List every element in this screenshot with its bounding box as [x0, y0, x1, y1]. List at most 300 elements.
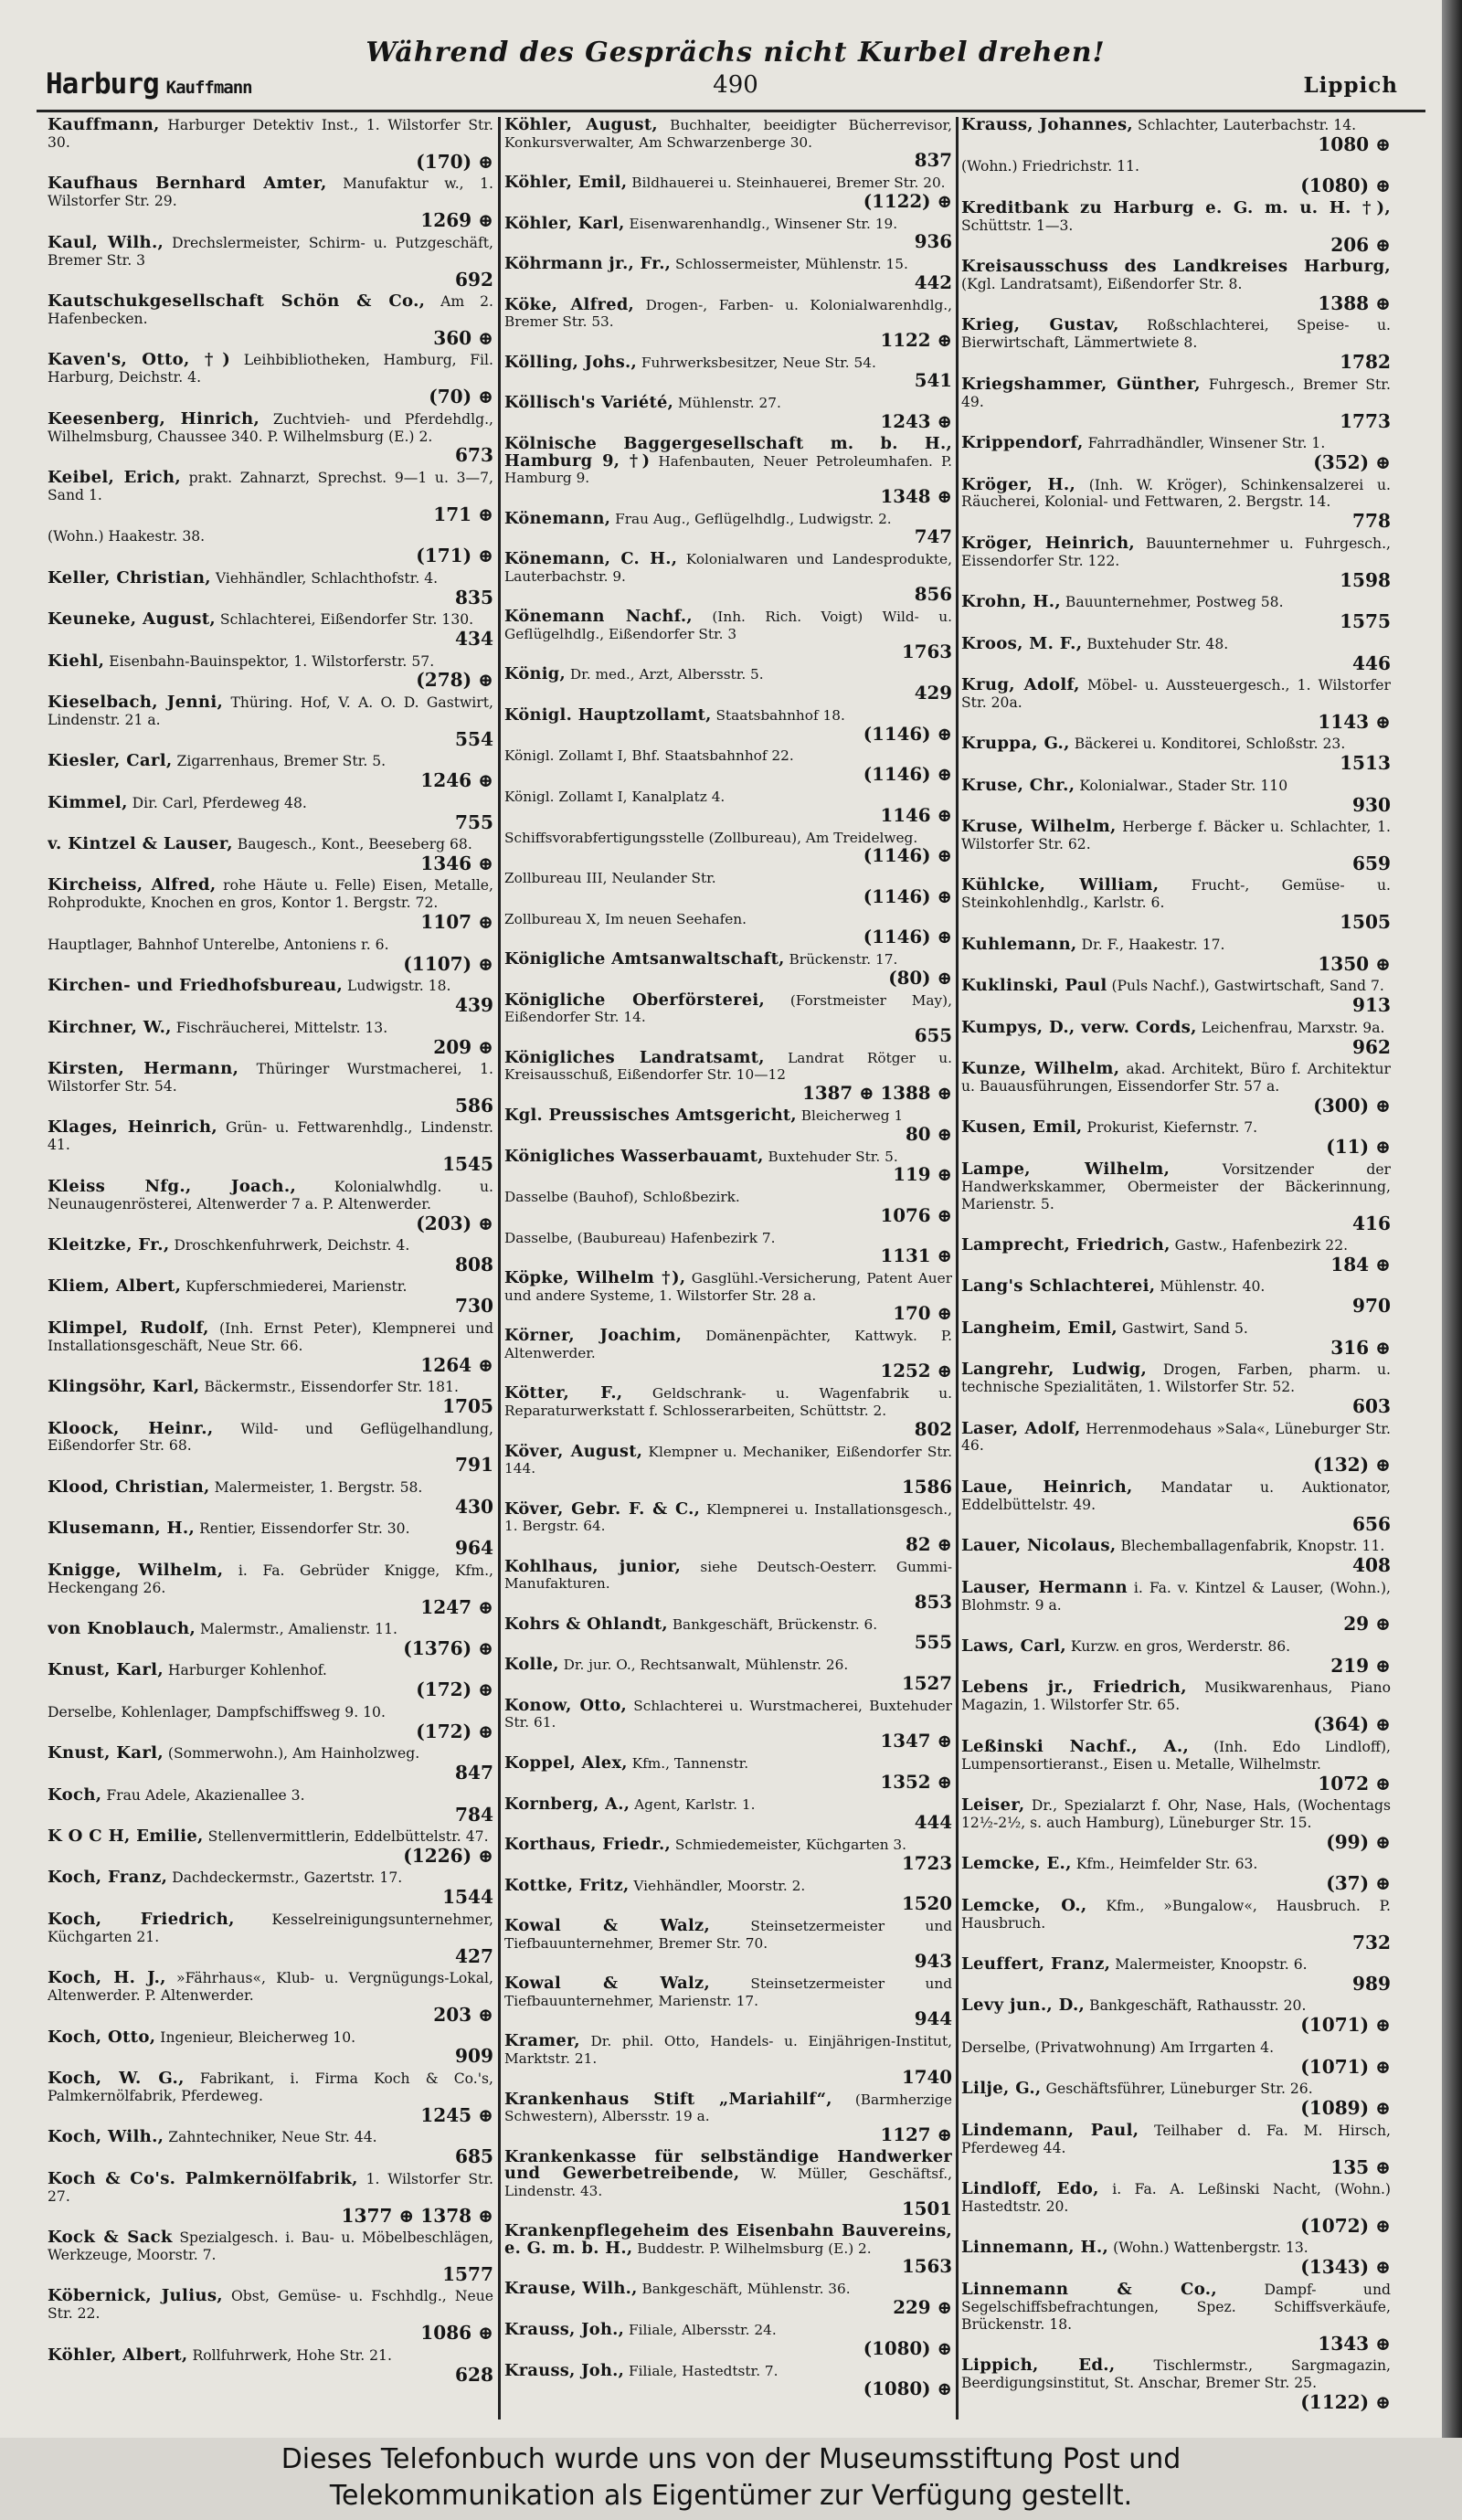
entry-details: Fahrradhändler, Winsener Str. 1.	[1087, 435, 1326, 452]
entry-details: Obst, Gemüse- u. Fschhdlg., Neue Str. 22.	[48, 2288, 493, 2323]
entry-details: Kesselreinigungsunternehmer, Küchgarten 21.	[48, 1911, 493, 1945]
directory-entry	[504, 2033, 952, 2087]
entry-phone-number: (172) ⊕	[416, 1678, 493, 1701]
entry-details: Gasglühl.-Versicherung, Patent Auer und andere Systeme, 1. Wilstorfer Str. 28 a.	[504, 1270, 952, 1304]
entry-details: Geschäftsführer, Lüneburger Str. 26.	[1045, 2081, 1313, 2098]
directory-entry	[961, 934, 1391, 975]
entry-name: Köver, Gebr. F. & C.,	[504, 1498, 701, 1519]
directory-entry	[961, 736, 1391, 773]
entry-details: Fuhrwerksbesitzer, Neue Str. 54.	[641, 354, 876, 371]
entry-name: Knust, Karl,	[48, 1660, 164, 1680]
entry-phone-number: (1146) ⊕	[863, 884, 952, 907]
directory-entry	[48, 1176, 493, 1234]
entry-name: Köllisch's Variété,	[504, 393, 674, 413]
entry-phone-number: 1377 ⊕ 1378 ⊕	[341, 2204, 493, 2227]
entry-phone-number: 184 ⊕	[1330, 1253, 1391, 1276]
entry-phone-number: (352) ⊕	[1313, 451, 1391, 474]
entry-phone-number: 1387 ⊕ 1388 ⊕	[802, 1082, 952, 1104]
directory-entry	[504, 666, 952, 703]
entry-name: Kirchen- und Friedhofsbureau,	[48, 976, 344, 996]
directory-entry	[961, 2357, 1391, 2412]
directory-entry	[504, 1146, 952, 1186]
entry-phone-number: 1513	[1340, 752, 1391, 775]
directory-entry	[961, 1418, 1391, 1477]
directory-entry	[504, 352, 952, 392]
entry-phone-number: 429	[914, 681, 952, 704]
entry-name: Laser, Adolf,	[961, 1418, 1081, 1438]
entry-details: Gastwirt, Sand 5.	[1122, 1319, 1248, 1337]
directory-entry	[48, 352, 493, 407]
entry-details: Grün- u. Fettwarenhdlg., Lindenstr. 41.	[48, 1119, 493, 1154]
entry-name: Köhler, Karl,	[504, 213, 625, 233]
entry-details: Thüring. Hof, V. A. O. D. Gastwirt, Lindenstr. 21 a.	[48, 694, 493, 728]
entry-phone-number: (1343) ⊕	[1300, 2256, 1391, 2279]
entry-phone-number: (1071) ⊕	[1300, 2055, 1391, 2078]
directory-entry	[48, 2288, 493, 2343]
entry-phone-number: 1348 ⊕	[880, 484, 952, 507]
entry-name: Kusen, Emil,	[961, 1117, 1083, 1138]
directory-entry	[504, 1189, 952, 1225]
entry-details: Droschkenfuhrwerk, Deichstr. 4.	[174, 1237, 410, 1254]
entry-phone-number: (1146) ⊕	[863, 722, 952, 745]
entry-name: Kreditbank zu Harburg e. G. m. u. H. †),	[961, 197, 1391, 217]
directory-entry	[48, 175, 493, 230]
entry-phone-number: 439	[455, 994, 493, 1017]
entry-details: Bauunternehmer, Postweg 58.	[1065, 594, 1284, 611]
directory-entry	[961, 2081, 1391, 2118]
directory-entry	[504, 1796, 952, 1833]
entry-name: Kottke, Fritz,	[504, 1875, 630, 1895]
entry-name: Krause, Wilh.,	[504, 2279, 638, 2299]
entry-name: Kloock, Heinr.,	[48, 1418, 214, 1438]
entry-phone-number: 135 ⊕	[1330, 2155, 1391, 2178]
directory-entry	[48, 1970, 493, 2025]
entry-name: Köpke, Wilhelm †),	[504, 1268, 686, 1288]
entry-phone-number: (1226) ⊕	[403, 1844, 493, 1867]
entry-phone-number: 1740	[901, 2065, 952, 2088]
entry-name: Könemann, C. H.,	[504, 549, 678, 569]
entry-phone-number: 430	[455, 1495, 493, 1518]
entry-details: Bäckermstr., Eissendorfer Str. 181.	[204, 1379, 459, 1396]
directory-entry	[504, 1498, 952, 1555]
directory-entry	[504, 1616, 952, 1653]
column-3	[961, 117, 1391, 2419]
entry-phone-number: 1527	[901, 1671, 952, 1694]
directory-entry	[48, 1479, 493, 1517]
directory-entry	[961, 2039, 1391, 2077]
directory-entry	[504, 1695, 952, 1752]
entry-phone-number: 80 ⊕	[906, 1122, 952, 1145]
entry-phone-number: (203) ⊕	[416, 1212, 493, 1234]
entry-phone-number: (278) ⊕	[416, 669, 493, 692]
entry-details: Schiffsvorabfertigungsstelle (Zollbureau), Am Treidelweg.	[504, 829, 918, 846]
entry-name: v. Kintzel & Lauser,	[48, 834, 233, 854]
directory-entry	[48, 1119, 493, 1174]
entry-name: Lang's Schlachterei,	[961, 1276, 1156, 1297]
entry-phone-number: (1376) ⊕	[403, 1636, 493, 1659]
entry-name: Konow, Otto,	[504, 1695, 627, 1715]
entry-phone-number: 82 ⊕	[906, 1532, 952, 1555]
directory-entry	[961, 158, 1391, 196]
entry-name: Linnemann, H.,	[961, 2238, 1109, 2258]
entry-name: Köhler, Albert,	[48, 2345, 188, 2365]
entry-details: Bildhauerei u. Steinhauerei, Bremer Str. 20.	[631, 175, 946, 192]
entry-details: Frau Adele, Akazienallee 3.	[106, 1786, 305, 1804]
entry-details: siehe Deutsch-Oesterr. Gummi-Manufakturen.	[504, 1558, 952, 1593]
directory-entry	[504, 2146, 952, 2220]
entry-phone-number: 964	[455, 1537, 493, 1560]
directory-entry	[504, 992, 952, 1046]
entry-name: Langrehr, Ludwig,	[961, 1360, 1148, 1380]
entry-details: Dr. F., Haakestr. 17.	[1081, 936, 1225, 953]
entry-name: Kühlcke, William,	[961, 875, 1160, 895]
entry-details: i. Fa. A. Leßinski Nacht, (Wohn.) Hastedtstr. 20.	[961, 2181, 1391, 2215]
entry-phone-number: (1122) ⊕	[863, 189, 952, 212]
entry-name: Kölnische Baggergesellschaft m. b. H., Hamburg 9, †)	[504, 433, 952, 471]
entry-name: Lampe, Wilhelm,	[961, 1159, 1171, 1179]
entry-details: Derselbe, (Privatwohnung) Am Irrgarten 4.	[961, 2038, 1275, 2056]
entry-name: Koch, Wilh.,	[48, 2127, 164, 2147]
directory-entry	[48, 2129, 493, 2166]
entry-name: Kolle,	[504, 1655, 559, 1675]
entry-phone-number: 119 ⊕	[893, 1163, 952, 1186]
entry-phone-number: 936	[914, 230, 952, 253]
entry-details: Fuhrgesch., Bremer Str. 49.	[961, 376, 1391, 410]
entry-details: Fischräucherei, Mittelstr. 13.	[175, 1019, 388, 1036]
entry-details: Buchhalter, beeidigter Bücherrevisor, Konkursverwalter, Am Schwarzenberge 30.	[504, 117, 952, 151]
entry-details: Leihbibliotheken, Hamburg, Fil. Harburg, Deichstr. 4.	[48, 352, 493, 386]
entry-name: Köver, August,	[504, 1441, 643, 1461]
entry-phone-number: 444	[914, 1811, 952, 1834]
entry-name: Kaufhaus Bernhard Amter,	[48, 174, 327, 194]
entry-details: Dr., Spezialarzt f. Ohr, Nase, Hals, (Wochentags 12½-2½, s. auch Hamburg), Lüneburger Str. 15.	[961, 1797, 1391, 1831]
directory-entry	[48, 1320, 493, 1375]
entry-phone-number: 732	[1352, 1931, 1391, 1954]
directory-entry	[48, 937, 493, 974]
entry-name: Kölling, Johs.,	[504, 352, 638, 372]
directory-entry	[961, 259, 1391, 313]
entry-details: Eisenbahn-Bauinspektor, 1. Wilstorferstr. 57.	[109, 652, 435, 670]
entry-name: Lemcke, O.,	[961, 1895, 1087, 1915]
entry-details: Geldschrank- u. Wagenfabrik u. Reparaturwerkstatt f. Schlosserarbeiten, Schüttstr. 2.	[504, 1385, 952, 1419]
entry-phone-number: 219 ⊕	[1330, 1654, 1391, 1677]
entry-name: Koch, Friedrich,	[48, 1909, 235, 1929]
header-page-number: 490	[713, 71, 758, 99]
entry-phone-number: 1264 ⊕	[420, 1353, 493, 1376]
directory-entry	[961, 1361, 1391, 1416]
entry-name: Keesenberg, Hinrich,	[48, 408, 260, 429]
entry-phone-number: 784	[455, 1803, 493, 1826]
directory-entry	[48, 2347, 493, 2385]
entry-details: Zuchtvieh- und Pferdehdlg., Wilhelmsburg, Chaussee 340. P. Wilhelmsburg (E.) 2.	[48, 410, 493, 445]
entry-details: Teilhaber d. Fa. M. Hirsch, Pferdeweg 44.	[961, 2122, 1391, 2156]
directory-entry	[504, 911, 952, 948]
directory-entry	[504, 1047, 952, 1104]
entry-name: Kumpys, D., verw. Cords,	[961, 1017, 1197, 1037]
entry-details: Buxtehuder Str. 5.	[768, 1148, 898, 1165]
entry-details: Schlachter, Lauterbachstr. 14.	[1138, 117, 1357, 133]
entry-details: Bankgeschäft, Mühlenstr. 36.	[641, 2281, 851, 2298]
page-footer	[0, 2438, 1462, 2520]
entry-phone-number: (1072) ⊕	[1300, 2214, 1391, 2237]
entry-details: Klempnerei u. Installationsgesch., 1. Bergstr. 64.	[504, 1500, 952, 1535]
entry-name: Kroos, M. F.,	[961, 633, 1083, 653]
directory-entry	[504, 508, 952, 548]
directory-entry	[48, 2070, 493, 2125]
entry-details: Manufaktur w., 1. Wilstorfer Str. 29.	[48, 175, 493, 210]
entry-phone-number: 1343 ⊕	[1318, 2332, 1391, 2355]
entry-phone-number: 586	[455, 1094, 493, 1117]
entry-phone-number: 628	[455, 2363, 493, 2386]
entry-name: Lebens jr., Friedrich,	[961, 1678, 1187, 1698]
entry-name: Leiser,	[961, 1795, 1025, 1815]
entry-phone-number: 962	[1352, 1035, 1391, 1058]
directory-entry	[48, 1418, 493, 1477]
entry-name: Königliche Amtsanwaltschaft,	[504, 949, 785, 969]
entry-phone-number: (172) ⊕	[416, 1720, 493, 1742]
directory-entry	[961, 1638, 1391, 1676]
directory-entry	[961, 1119, 1391, 1157]
entry-details: Dachdeckermstr., Gazertstr. 17.	[172, 1869, 403, 1887]
entry-name: Klingsöhr, Karl,	[48, 1377, 200, 1397]
entry-details: Dr. med., Arzt, Albersstr. 5.	[569, 666, 764, 683]
entry-details: Harburger Detektiv Inst., 1. Wilstorfer Str. 30.	[48, 117, 493, 151]
entry-phone-number: 755	[455, 810, 493, 833]
entry-name: Lauser, Hermann	[961, 1577, 1128, 1597]
directory-entry	[504, 2281, 952, 2317]
entry-phone-number: 778	[1352, 510, 1391, 533]
entry-details: Vorsitzender der Handwerkskammer, Obermeister der Bäckerinnung, Marienstr. 5.	[961, 1160, 1391, 1212]
entry-name: Kiesler, Carl,	[48, 751, 173, 771]
entry-phone-number: 1131 ⊕	[880, 1244, 952, 1267]
entry-name: Klages, Heinrich,	[48, 1117, 217, 1138]
entry-phone-number: (132) ⊕	[1313, 1454, 1391, 1477]
entry-phone-number: 1350 ⊕	[1318, 952, 1391, 975]
entry-phone-number: 408	[1352, 1554, 1391, 1577]
entry-phone-number: 427	[455, 1944, 493, 1967]
entry-name: Königliches Landratsamt,	[504, 1047, 765, 1067]
entry-details: Dasselbe, (Baubureau) Hafenbezirk 7.	[504, 1229, 776, 1246]
entry-phone-number: 416	[1352, 1212, 1391, 1234]
entry-phone-number: 229 ⊕	[893, 2296, 952, 2318]
entry-details: Mandatar u. Auktionator, Eddelbüttelstr. 49.	[961, 1478, 1391, 1513]
directory-entry	[504, 1107, 952, 1144]
directory-entry	[961, 1856, 1391, 1893]
entry-name: Lilje, G.,	[961, 2079, 1042, 2099]
entry-name: Kirchner, W.,	[48, 1017, 172, 1037]
entry-name: Köbernick, Julius,	[48, 2286, 223, 2306]
directory-entry	[48, 1911, 493, 1966]
entry-details: Dr. jur. O., Rechtsanwalt, Mühlenstr. 26.	[563, 1657, 849, 1674]
entry-name: Krankenhaus Stift „Mariahilf“,	[504, 2089, 832, 2109]
entry-phone-number: 1346 ⊕	[420, 852, 493, 874]
entry-name: Kaven's, Otto, †)	[48, 350, 231, 370]
entry-details: Schmiedemeister, Küchgarten 3.	[674, 1837, 907, 1854]
directory-entry	[48, 1379, 493, 1416]
entry-details: Schlachterei, Eißendorfer Str. 130.	[219, 611, 474, 629]
directory-entry	[504, 2360, 952, 2400]
directory-entry	[504, 1755, 952, 1792]
directory-entry	[48, 1017, 493, 1058]
entry-name: Kowal & Walz,	[504, 1974, 710, 1994]
entry-details: Gastw., Hafenbezirk 22.	[1174, 1237, 1349, 1254]
entry-name: Kohlhaus, junior,	[504, 1556, 682, 1576]
directory-entry	[961, 775, 1391, 816]
entry-name: Kock & Sack	[48, 2227, 173, 2247]
entry-details: Zollbureau III, Neulander Str.	[504, 870, 716, 887]
entry-phone-number: 943	[914, 1950, 952, 1973]
directory-entry	[961, 1161, 1391, 1234]
entry-details: Am 2. Hafenbecken.	[48, 292, 493, 327]
entry-phone-number: 802	[914, 1417, 952, 1440]
entry-name: Köhler, Emil,	[504, 173, 628, 193]
header-range-end: Lippich	[1303, 73, 1398, 98]
entry-name: Kieselbach, Jenni,	[48, 692, 224, 712]
entry-details: Drechslermeister, Schirm- u. Putzgeschäft, Bremer Str. 3	[48, 234, 493, 269]
entry-phone-number: (1080) ⊕	[1300, 175, 1391, 197]
directory-entry	[48, 877, 493, 932]
entry-name: Kröger, H.,	[961, 474, 1076, 494]
header-motto: Während des Gesprächs nicht Kurbel drehen!	[366, 37, 1106, 69]
entry-phone-number: 1143 ⊕	[1318, 710, 1391, 733]
entry-details: Bäckerei u. Konditorei, Schloßstr. 23.	[1074, 736, 1346, 753]
entry-name: Koch & Co's. Palmkernölfabrik,	[48, 2168, 358, 2188]
directory-entry	[961, 633, 1391, 674]
directory-entry	[961, 2279, 1391, 2355]
entry-phone-number: 1245 ⊕	[420, 2103, 493, 2126]
directory-entry	[504, 789, 952, 825]
directory-entry	[48, 2229, 493, 2284]
entry-name: von Knoblauch,	[48, 1619, 196, 1639]
directory-entry	[504, 551, 952, 605]
entry-phone-number: 856	[914, 583, 952, 606]
entry-phone-number: 209 ⊕	[433, 1035, 493, 1058]
entry-name: Leuffert, Franz,	[961, 1954, 1111, 1975]
entry-phone-number: (300) ⊕	[1313, 1094, 1391, 1117]
entry-phone-number: 673	[455, 444, 493, 467]
entry-phone-number: 913	[1352, 994, 1391, 1017]
entry-phone-number: 1545	[442, 1153, 493, 1176]
entry-name: Kuklinski, Paul	[961, 976, 1107, 996]
entry-name: Königliches Wasserbauamt,	[504, 1146, 764, 1166]
entry-phone-number: 541	[914, 369, 952, 392]
entry-details: Thüringer Wurstmacherei, 1. Wilstorfer Str. 54.	[48, 1061, 493, 1095]
entry-phone-number: 730	[455, 1295, 493, 1318]
entry-phone-number: (1080) ⊕	[863, 2336, 952, 2359]
entry-name: Kleitzke, Fr.,	[48, 1235, 170, 1255]
directory-entry	[961, 2239, 1391, 2277]
entry-phone-number: 1586	[901, 1475, 952, 1498]
directory-entry	[48, 1621, 493, 1658]
entry-name: Königliche Oberförsterei,	[504, 990, 765, 1010]
directory-entry	[504, 1875, 952, 1915]
footer-line-1: Dieses Telefonbuch wurde uns von der Museumsstiftung Post und	[281, 2443, 1181, 2475]
entry-phone-number: 685	[455, 2145, 493, 2168]
entry-name: Kriegshammer, Günther,	[961, 374, 1201, 394]
entry-phone-number: 791	[455, 1454, 493, 1477]
entry-name: Koch,	[48, 1784, 102, 1805]
directory-entry	[504, 1441, 952, 1498]
directory-entry	[504, 1328, 952, 1382]
entry-details: Drogen, Farben, pharm. u. technische Spezialitäten, 1. Wilstorfer Str. 52.	[961, 1361, 1391, 1396]
directory-entry	[504, 1556, 952, 1613]
entry-phone-number: (70) ⊕	[429, 386, 493, 408]
entry-details: (Sommerwohn.), Am Hainholzweg.	[167, 1745, 420, 1763]
entry-details: Bankgeschäft, Rathausstr. 20.	[1089, 1997, 1307, 2015]
entry-details: (Inh. W. Kröger), Schinkensalzerei u. Räucherei, Kolonial- und Fettwaren, 2. Bergstr. 14.	[961, 476, 1391, 511]
entry-phone-number: (1122) ⊕	[1300, 2390, 1391, 2413]
entry-details: Mühlenstr. 27.	[678, 395, 781, 412]
entry-details: Rentier, Eissendorfer Str. 30.	[199, 1520, 410, 1538]
entry-details: Kfm., Heimfelder Str. 63.	[1075, 1856, 1258, 1873]
entry-details: Agent, Karlstr. 1.	[634, 1795, 756, 1813]
entry-phone-number: 1563	[901, 2255, 952, 2278]
entry-phone-number: (1071) ⊕	[1300, 2014, 1391, 2037]
entry-phone-number: 434	[455, 628, 493, 651]
directory-entry	[961, 978, 1391, 1015]
entry-details: Mühlenstr. 40.	[1160, 1278, 1266, 1296]
entry-details: Frau Aug., Geflügelhdlg., Ludwigstr. 2.	[615, 510, 892, 527]
directory-entry	[48, 2029, 493, 2067]
entry-phone-number: 1122 ⊕	[880, 328, 952, 351]
entry-details: Leichenfrau, Marxstr. 9a.	[1201, 1019, 1385, 1036]
entry-details: i. Fa. v. Kintzel & Lauser, (Wohn.), Blohmstr. 9 a.	[961, 1579, 1391, 1614]
entry-details: W. Müller, Geschäftsf., Lindenstr. 43.	[504, 2165, 952, 2199]
directory-entry	[48, 293, 493, 348]
footer-line-2: Telekommunikation als Eigentümer zur Verfügung gestellt.	[329, 2480, 1133, 2512]
directory-entry	[504, 1918, 952, 1972]
entry-phone-number: (11) ⊕	[1326, 1136, 1391, 1159]
directory-entry	[504, 175, 952, 211]
entry-phone-number: 1505	[1340, 911, 1391, 934]
entry-name: K O C H, Emilie,	[48, 1826, 204, 1847]
directory-entry	[504, 870, 952, 906]
entry-name: Kruse, Chr.,	[961, 775, 1075, 795]
entry-details: (Forstmeister May), Eißendorfer Str. 14.	[504, 991, 952, 1026]
entry-phone-number: 1544	[442, 1886, 493, 1909]
entry-details: Kolonialwaren und Landesprodukte, Lauterbachstr. 9.	[504, 551, 952, 585]
entry-name: Köke, Alfred,	[504, 294, 635, 314]
entry-phone-number: (1146) ⊕	[863, 926, 952, 948]
entry-phone-number: 1773	[1340, 409, 1391, 432]
entry-phone-number: 655	[914, 1023, 952, 1046]
entry-details: Ludwigstr. 18.	[347, 978, 451, 995]
entry-name: Koch, W. G.,	[48, 2068, 185, 2088]
directory-entry	[961, 117, 1391, 154]
entry-details: Roßschlachterei, Speise- u. Bierwirtschaft, Lämmertwiete 8.	[961, 317, 1391, 352]
directory-entry	[961, 677, 1391, 732]
entry-name: Kuhlemann,	[961, 934, 1077, 954]
entry-name: Keibel, Erich,	[48, 467, 181, 487]
entry-name: Kaul, Wilh.,	[48, 232, 164, 252]
entry-name: Kliem, Albert,	[48, 1276, 182, 1297]
entry-phone-number: 1247 ⊕	[420, 1595, 493, 1618]
entry-details: Kolonialwhdlg. u. Neunaugenrösterei, Altenwerder 7 a. P. Altenwerder.	[48, 1178, 493, 1212]
entry-phone-number: 1080 ⊕	[1318, 132, 1391, 155]
directory-entry	[504, 433, 952, 507]
entry-name: Linnemann & Co.,	[961, 2279, 1218, 2299]
entry-name: Kreisausschuss des Landkreises Harburg,	[961, 257, 1391, 277]
directory-entry	[961, 1997, 1391, 2035]
directory-entry	[961, 2181, 1391, 2236]
entry-phone-number: 442	[914, 270, 952, 293]
entry-details: Buddestr. P. Wilhelmsburg (E.) 2.	[637, 2239, 872, 2257]
entry-phone-number: 203 ⊕	[433, 2004, 493, 2027]
entry-details: Kfm., Tannenstr.	[631, 1755, 749, 1773]
entry-details: rohe Häute u. Felle) Eisen, Metalle, Rohprodukte, Knochen en gros, Kontor 1. Bergstr. 72.	[48, 877, 493, 912]
directory-entry	[961, 1278, 1391, 1316]
directory-entry	[48, 1237, 493, 1275]
